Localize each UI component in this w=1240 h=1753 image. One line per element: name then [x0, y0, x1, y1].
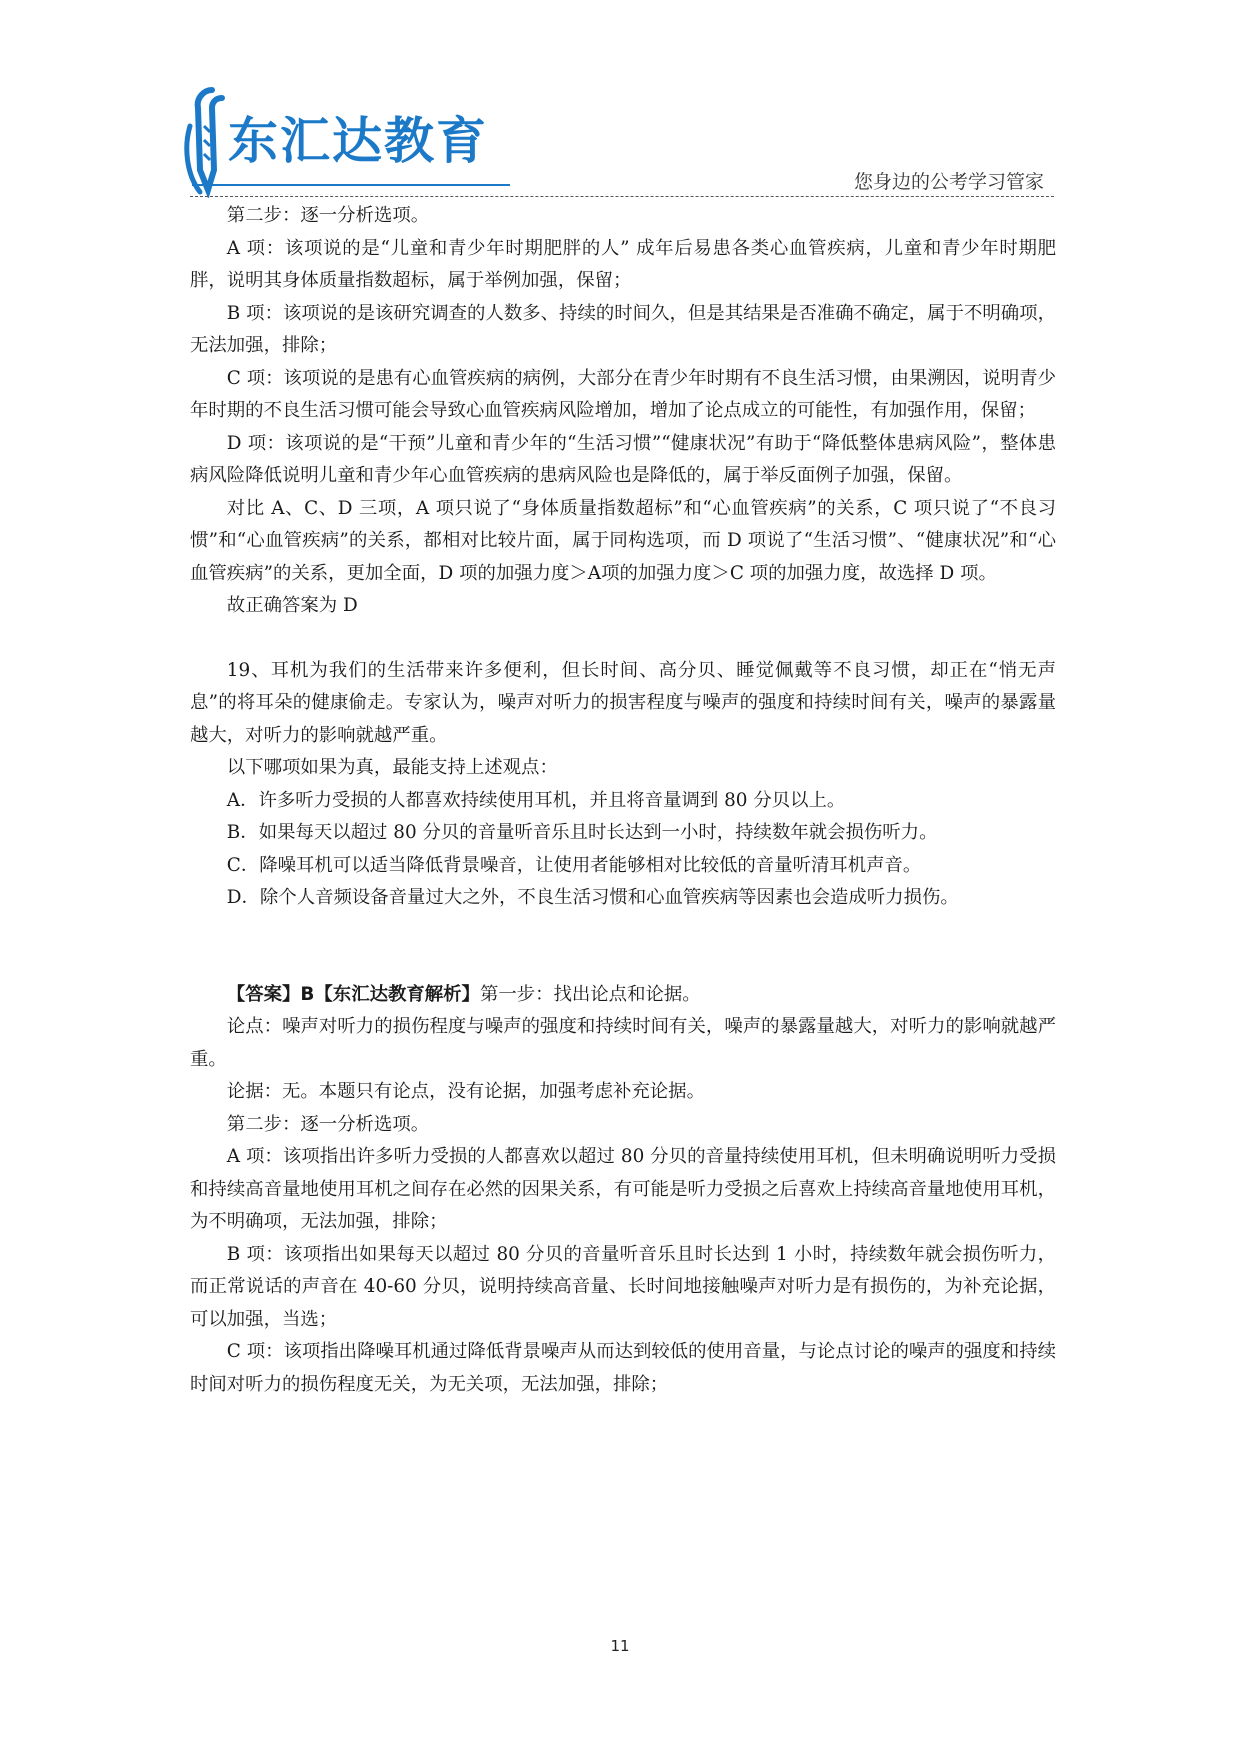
- option-d: D．除个人音频设备音量过大之外，不良生活习惯和心血管疾病等因素也会造成听力损伤。: [226, 887, 959, 908]
- page-number: 11: [610, 1637, 630, 1655]
- answer-label: 【答案】: [226, 983, 301, 1005]
- paragraph: C 项：该项指出降噪耳机通过降低背景噪声从而达到较低的使用音量，与论点讨论的噪声的强度和持续时间对听力的损伤程度无关，为无关项，无法加强，排除；: [190, 1341, 1056, 1395]
- answer-heading: [190, 979, 1056, 1012]
- paragraph: 第二步：逐一分析选项。: [226, 205, 430, 226]
- option-a: A．许多听力受损的人都喜欢持续使用耳机，并且将音量调到 80 分贝以上。: [226, 789, 846, 811]
- paragraph: A 项：该项指出许多听力受损的人都喜欢以超过 80 分贝的音量持续使用耳机，但未明确说明听力受损和持续高音量地使用耳机之间存在必然的因果关系，有可能是听力受损之后喜欢上持续高音量地使用耳机，为不明确项，无法加强，排除；: [190, 1146, 1056, 1232]
- analysis-label: 【东汇达教育解析】: [314, 983, 480, 1005]
- logo-underline: [192, 184, 510, 186]
- document-body: [190, 200, 1056, 1401]
- header-slogan: 您身边的公考学习管家: [853, 171, 1044, 193]
- answer-value: B: [300, 983, 315, 1005]
- paragraph: B 项：该项说的是该研究调查的人数多、持续的时间久，但是其结果是否准确不确定，属于不明确项，无法加强，排除；: [190, 302, 1056, 356]
- brand-logo-text: 东汇达教育: [228, 112, 488, 170]
- page-header: [0, 0, 1240, 200]
- paragraph: D 项：该项说的是“干预”儿童和青少年的“生活习惯”“健康状况”有助于“降低整体患病风险”，整体患病风险降低说明儿童和青少年心血管疾病的患病风险也是降低的，属于举反面例子加强，保留。: [190, 432, 1056, 486]
- spacer: [190, 915, 1056, 979]
- answer-line: 故正确答案为 D: [226, 595, 358, 616]
- question-stem: 19、耳机为我们的生活带来许多便利，但长时间、高分贝、睡觉佩戴等不良习惯，却正在“悄无声息”的将耳朵的健康偷走。专家认为，噪声对听力的损害程度与噪声的强度和持续时间有关，噪声的暴露量越大，对听力的影响就越严重。: [190, 659, 1056, 746]
- paragraph: 论点：噪声对听力的损伤程度与噪声的强度和持续时间有关，噪声的暴露量越大，对听力的影响就越严重。: [190, 1016, 1056, 1070]
- question-prompt: 以下哪项如果为真，最能支持上述观点：: [226, 757, 558, 778]
- paragraph: A 项：该项说的是“儿童和青少年时期肥胖的人” 成年后易患各类心血管疾病，儿童和青少年时期肥胖，说明其身体质量指数超标，属于举例加强，保留；: [190, 237, 1056, 291]
- paragraph: 论据：无。本题只有论点，没有论据，加强考虑补充论据。: [226, 1081, 705, 1102]
- option-c: C．降噪耳机可以适当降低背景噪音，让使用者能够相对比较低的音量听清耳机声音。: [226, 854, 922, 876]
- paragraph: C 项：该项说的是患有心血管疾病的病例，大部分在青少年时期有不良生活习惯，由果溯因，说明青少年时期的不良生活习惯可能会导致心血管疾病风险增加，增加了论点成立的可能性，有加强作用，保留；: [190, 367, 1056, 421]
- analysis-step1: 第一步：找出论点和论据。: [479, 983, 701, 1005]
- option-b: B．如果每天以超过 80 分贝的音量听音乐且时长达到一小时，持续数年就会损伤听力。: [226, 822, 938, 843]
- paragraph: 第二步：逐一分析选项。: [226, 1113, 430, 1135]
- paragraph: 对比 A、C、D 三项，A 项只说了“身体质量指数超标”和“心血管疾病”的关系，C 项只说了“不良习惯”和“心血管疾病”的关系，都相对比较片面，属于同构选项，而 D 项说了“生活习惯”、“健康状况”和“心血管疾病”的关系，更加全面，D 项的加强力度＞A项的加强力度＞C 项的加强力度，故选择 D 项。: [190, 497, 1056, 584]
- header-divider: [190, 196, 1054, 197]
- paragraph: B 项：该项指出如果每天以超过 80 分贝的音量听音乐且时长达到 1 小时，持续数年就会损伤听力，而正常说话的声音在 40-60 分贝，说明持续高音量、长时间地接触噪声对听力是有损伤的，为补充论据，可以加强，当选；: [190, 1243, 1056, 1330]
- spacer: [190, 623, 1056, 655]
